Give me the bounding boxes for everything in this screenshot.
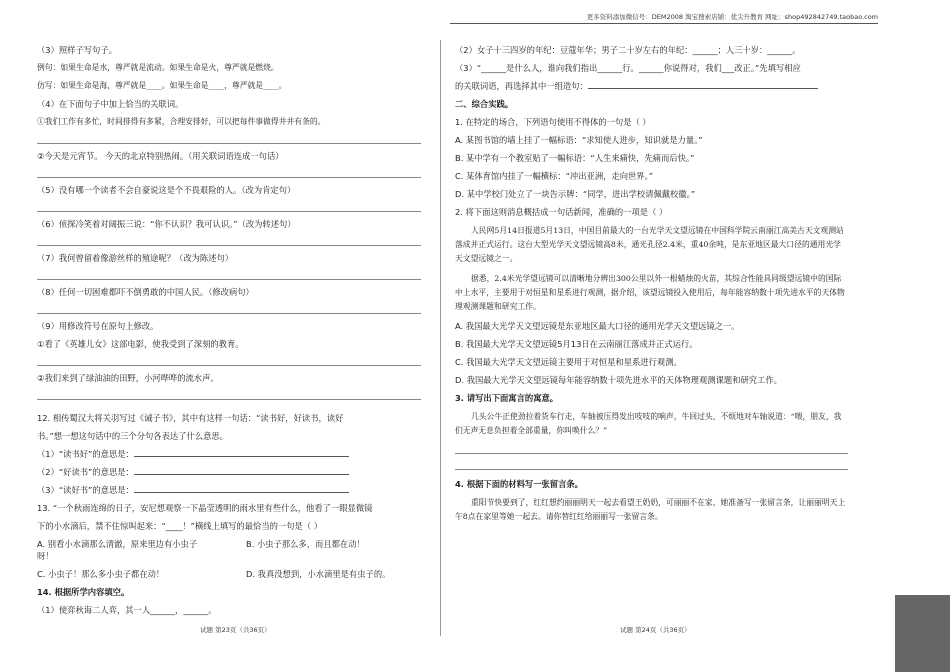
s3-passage: 几头公牛正使劲拉着货车行走，车轴被压得发出吱吱的响声，牛回过头，不烦地对车轴说道：“喂，朋友，我们无声无息负担着全部重量，你叫唤什么？” xyxy=(455,412,842,435)
answer-line[interactable] xyxy=(37,278,421,280)
q12-blank-3[interactable] xyxy=(134,484,349,493)
q13-option-a-line1: A. 别看小水滴那么清澈，原来里边有小虫子 xyxy=(37,539,198,549)
q14-item-1: （1）使弈秋诲二人弈，其一人______，______。 xyxy=(37,605,217,615)
q13-option-d[interactable]: D. 我真没想到，小水滴里是有虫子的。 xyxy=(246,569,391,579)
s1-option-b[interactable]: B. 某中学有一个教室贴了一幅标语：“人生来痛快，先痛而后快。” xyxy=(455,153,695,163)
q7: （7）我何曾留着像游丝样的殖途呢？（改为陈述句） xyxy=(37,253,234,263)
q12-item-1 xyxy=(37,448,421,460)
s2-option-d[interactable]: D. 我国最大光学天文望远镜每年能容纳数十项先进水平的天体物理观测课题和研究工作。 xyxy=(455,375,782,385)
answer-line[interactable] xyxy=(37,176,421,178)
answer-line[interactable] xyxy=(37,210,421,212)
answer-line[interactable] xyxy=(37,398,421,400)
q9-sentence-1: ①看了《英雄儿女》这部电影，使我受到了深刻的教育。 xyxy=(37,339,244,349)
q13-option-b[interactable]: B. 小虫子那么多，而且都在动！ xyxy=(246,539,365,549)
s4-title: 4. 根据下面的材料写一张留言条。 xyxy=(455,479,583,489)
q12-item-2 xyxy=(37,466,421,478)
answer-line[interactable] xyxy=(37,364,421,366)
q4-sentence-1: ①我们工作有多忙，时间排得有多紧，合理安排好，可以把每件事做得井井有条的。 xyxy=(37,117,326,126)
q12-blank-2[interactable] xyxy=(134,466,349,475)
q8: （8）任何一切困难都吓不倒勇敢的中国人民。（修改病句） xyxy=(37,287,254,297)
q13-options-row-1 xyxy=(37,538,421,562)
corner-block xyxy=(895,595,950,672)
s2-passage-2: 据悉，2.4米光学望远镜可以清晰地分辨出300公里以外一根蜡烛的火苗，其综合性能具同级望远镜中的国际中上水平，主要用于对恒星和星系进行观测，据介绍，该望远镜投入使用后，每年能容纳数十项先进水平的天体物理观测课题和研究工作。 xyxy=(455,274,845,311)
q14-item-3b-text: 的关联词语，再选择其中一组造句： xyxy=(455,81,588,91)
s1-option-d[interactable]: D. 某中学校门处立了一块告示牌：“同学，进出学校请佩戴校徽。” xyxy=(455,189,696,199)
column-divider xyxy=(440,40,441,636)
s4-passage: 重阳节快要到了，红红想约丽丽明天一起去看望王奶奶，可丽丽不在家，她准备写一张留言条，让丽丽明天上午8点在家里等她一起去。请你替红红给丽丽写一张留言条。 xyxy=(455,498,846,521)
q12-stem-2: 书。”想一想这句话中的三个分句各表达了什么意思。 xyxy=(37,431,228,441)
answer-line[interactable] xyxy=(37,142,421,144)
s1-option-a[interactable]: A. 某图书馆的墙上挂了一幅标语：“求知使人进步，知识就是力量。” xyxy=(455,135,703,145)
q3-example: 例句：如果生命是水，尊严就是流动。如果生命是火，尊严就是燃烧。 xyxy=(37,63,279,72)
s2-passage-1: 人民网5月14日报道5月13日，中国目前最大的一台光学天文望远镜在中国科学院云南丽江高美古天文观测站落成并正式运行。这台大型光学天文望远镜高8米，通光孔径2.4米，重40余吨，是东亚地区最大口径的通用光学天文望远镜之一。 xyxy=(455,226,844,263)
q12-blank-1[interactable] xyxy=(134,448,349,457)
s2-option-a[interactable]: A. 我国最大光学天文望远镜是东亚地区最大口径的通用光学天文望远镜之一。 xyxy=(455,321,740,331)
page-footer-right: 试题 第24页（共36页） xyxy=(620,626,691,634)
q3-title: （3）照样子写句子。 xyxy=(37,45,117,55)
q14-blank[interactable] xyxy=(588,80,818,89)
answer-line[interactable] xyxy=(455,468,848,470)
s2-option-c[interactable]: C. 我国最大光学天文望远镜主要用于对恒星和星系进行观测。 xyxy=(455,357,682,367)
q4-title: （4）在下面句子中加上恰当的关联词。 xyxy=(37,99,184,109)
q13-option-a-line2: 呀！ xyxy=(37,551,54,561)
page-header: 更多资料添加微信号：DEM2008 淘宝搜索店铺：优尖升教育 网址：shop492842749.taobao.com xyxy=(586,13,878,21)
q14-title: 14. 根据所学内容填空。 xyxy=(37,587,130,597)
q12-item-2-text: （2）“好读书”的意思是： xyxy=(37,467,134,477)
q12-stem-1: 12. 相传蜀汉大将关羽写过《诫子书》，其中有这样一句话：“读书好，好读书，读好 xyxy=(37,413,344,423)
q4-sentence-2: ②今天是元宵节。 今天的北京特别热闹。（用关联词语连成一句话） xyxy=(37,151,284,161)
answer-line[interactable] xyxy=(37,312,421,314)
q5: （5）没有哪一个读者不会自豪说这是个不畏艰险的人。（改为肯定句） xyxy=(37,185,296,195)
q3-imitate: 仿写：如果生命是海，尊严就是____。如果生命是____，尊严就是____。 xyxy=(37,81,287,90)
q13-options-row-2 xyxy=(37,568,421,580)
right-column xyxy=(455,44,848,524)
s2-option-b[interactable]: B. 我国最大光学天文望远镜5月13日在云南丽江落成并正式运行。 xyxy=(455,339,698,349)
section-2-title: 二、综合实践。 xyxy=(455,99,514,109)
q13-stem-1: 13. “一个秋雨连绵的日子，安尼想观察一下晶莹透明的雨水里有些什么，他看了一眼显微镜 xyxy=(37,503,373,513)
q14-item-2: （2）女子十三四岁的年纪：豆蔻年华；男子二十岁左右的年纪：______；人三十岁：______。 xyxy=(455,45,801,55)
answer-line[interactable] xyxy=(455,452,848,454)
q12-item-3 xyxy=(37,484,421,496)
header-rule xyxy=(450,23,878,24)
s3-title: 3. 请写出下面寓言的寓意。 xyxy=(455,393,559,403)
q12-item-1-text: （1）“读书好”的意思是： xyxy=(37,449,134,459)
q14-item-3b xyxy=(455,80,848,92)
left-column xyxy=(37,44,421,616)
q13-option-c[interactable]: C. 小虫子！那么多小虫子都在动！ xyxy=(37,569,165,579)
q13-option-a[interactable] xyxy=(37,538,197,562)
q6: （6）侦探冷笑着对阔振三说：“你不认识？我可认识。”（改为转述句） xyxy=(37,219,296,229)
q14-item-3: （3）“______是什么人，谁向我们指出______行。______你说得对，我们___改正。”先填写相应 xyxy=(455,63,801,73)
s2-title: 2. 将下面这则消息概括成一句话新闻，准确的一项是（ ） xyxy=(455,207,668,217)
q12-item-3-text: （3）“读好书”的意思是： xyxy=(37,485,134,495)
answer-line[interactable] xyxy=(37,244,421,246)
s1-title: 1. 在特定的场合，下列语句使用不得体的一句是（ ） xyxy=(455,117,651,127)
q13-stem-2: 下的小水滴后，禁不住惊叫起来：“____！”横线上填写的最恰当的一句是（ ） xyxy=(37,521,323,531)
q9-sentence-2: ②我们来到了绿油油的田野，小河哗哗的流水声。 xyxy=(37,373,219,383)
q9-title: （9）用修改符号在原句上修改。 xyxy=(37,321,159,331)
s1-option-c[interactable]: C. 某体育馆内挂了一幅横标：“冲出亚洲，走向世界。” xyxy=(455,171,654,181)
page-footer-left: 试题 第23页（共36页） xyxy=(200,626,271,634)
